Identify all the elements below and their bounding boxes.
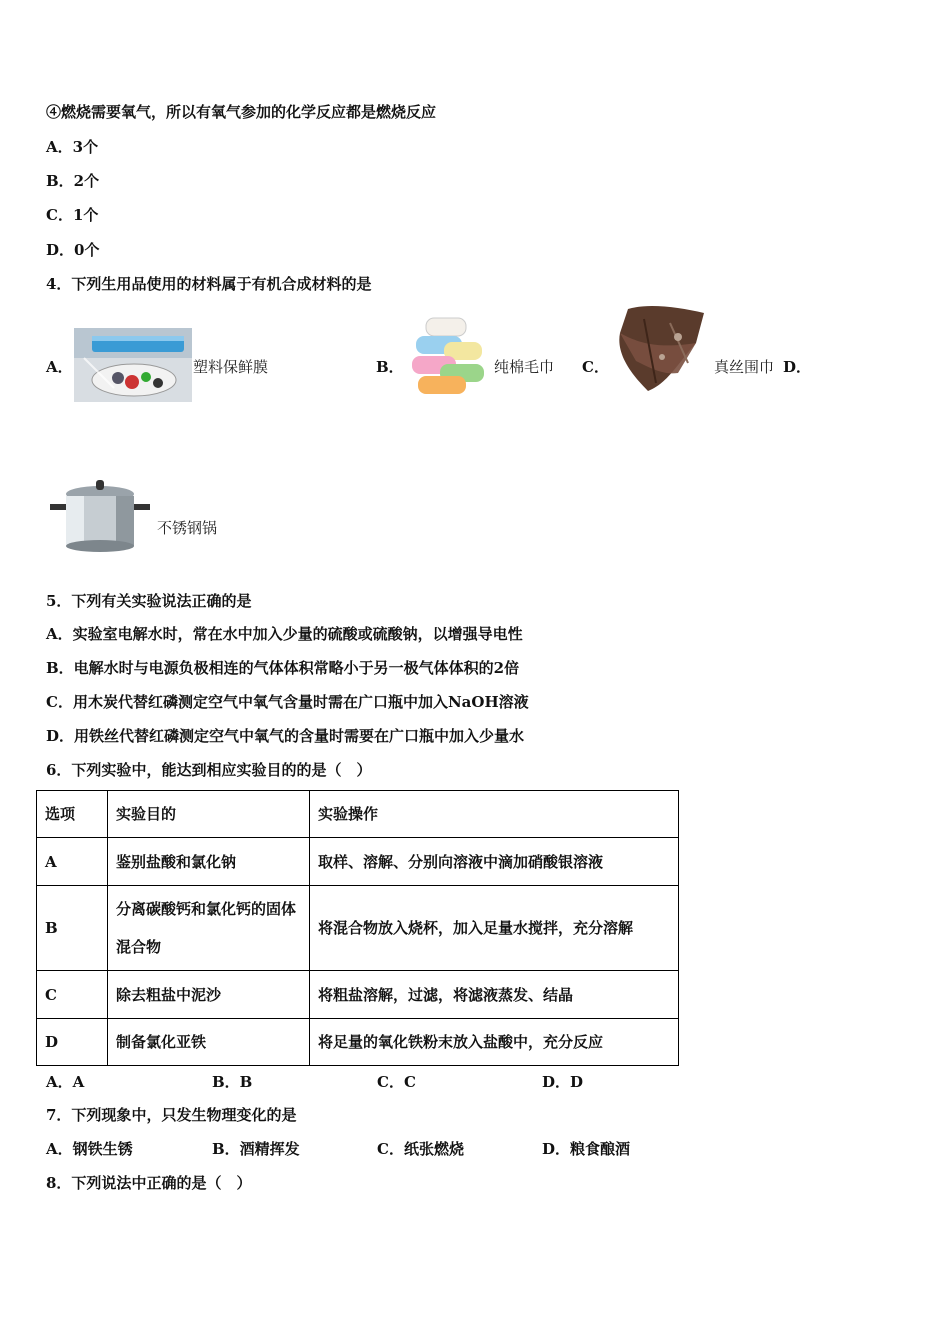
q7-option-a[interactable]: A．钢铁生锈 bbox=[46, 1140, 133, 1158]
table-cell: 除去粗盐中泥沙 bbox=[108, 971, 310, 1019]
q4-option-b-caption: 纯棉毛巾 bbox=[494, 358, 555, 376]
q4-option-d-caption: 不锈钢锅 bbox=[157, 519, 218, 537]
table-cell: B bbox=[37, 886, 108, 971]
cotton-towels-image bbox=[404, 312, 490, 400]
q5-stem: 5．下列有关实验说法正确的是 bbox=[46, 592, 252, 610]
q4-option-b-label[interactable]: B． bbox=[376, 358, 404, 376]
q6-option-d[interactable]: D．D bbox=[542, 1073, 584, 1091]
q4-option-a-caption: 塑料保鲜膜 bbox=[193, 358, 269, 376]
q5-option-b[interactable]: B．电解水时与电源负极相连的气体体积常略小于另一极气体体积的2倍 bbox=[46, 659, 520, 677]
q8-stem: 8．下列说法中正确的是（ ） bbox=[46, 1174, 252, 1192]
table-cell: D bbox=[37, 1019, 108, 1066]
q4-option-d-label[interactable]: D． bbox=[783, 358, 812, 376]
q3-option-b[interactable]: B．2个 bbox=[46, 172, 100, 190]
q4-option-c-caption: 真丝围巾 bbox=[714, 358, 775, 376]
table-cell: C bbox=[37, 971, 108, 1019]
q7-option-d[interactable]: D．粮食酿酒 bbox=[542, 1140, 631, 1158]
q3-item4: ④燃烧需要氧气，所以有氧气参加的化学反应都是燃烧反应 bbox=[46, 103, 437, 121]
q4-option-c-label[interactable]: C． bbox=[582, 358, 609, 376]
table-cell: 取样、溶解、分别向溶液中滴加硝酸银溶液 bbox=[310, 838, 679, 886]
plastic-wrap-image bbox=[74, 328, 192, 402]
table-header-row bbox=[37, 791, 679, 838]
q7-option-b[interactable]: B．酒精挥发 bbox=[212, 1140, 300, 1158]
q7-stem: 7．下列现象中，只发生物理变化的是 bbox=[46, 1106, 297, 1124]
q4-stem: 4．下列生用品使用的材料属于有机合成材料的是 bbox=[46, 275, 372, 293]
table-cell: 分离碳酸钙和氯化钙的固体混合物 bbox=[108, 886, 310, 971]
q3-option-a[interactable]: A．3个 bbox=[46, 138, 99, 156]
table-cell: 制备氯化亚铁 bbox=[108, 1019, 310, 1066]
table-header-cell: 实验操作 bbox=[310, 791, 679, 838]
q5-option-a[interactable]: A．实验室电解水时，常在水中加入少量的硫酸或硫酸钠，以增强导电性 bbox=[46, 625, 523, 643]
table-header-cell: 实验目的 bbox=[108, 791, 310, 838]
table-cell: A bbox=[37, 838, 108, 886]
q3-option-c[interactable]: C．1个 bbox=[46, 206, 99, 224]
table-cell: 鉴别盐酸和氯化钠 bbox=[108, 838, 310, 886]
q6-table bbox=[36, 790, 679, 1066]
q6-option-b[interactable]: B．B bbox=[212, 1073, 253, 1091]
silk-scarf-image bbox=[608, 303, 712, 395]
q7-option-c[interactable]: C．纸张燃烧 bbox=[377, 1140, 464, 1158]
table-cell: 将混合物放入烧杯，加入足量水搅拌，充分溶解 bbox=[310, 886, 679, 971]
table-row bbox=[37, 971, 679, 1019]
table-row bbox=[37, 1019, 679, 1066]
table-row bbox=[37, 838, 679, 886]
table-cell: 将粗盐溶解，过滤，将滤液蒸发、结晶 bbox=[310, 971, 679, 1019]
table-row bbox=[37, 886, 679, 971]
q4-option-a-label[interactable]: A． bbox=[46, 358, 73, 376]
stainless-pot-image bbox=[46, 478, 154, 554]
table-cell: 将足量的氧化铁粉末放入盐酸中，充分反应 bbox=[310, 1019, 679, 1066]
table-header-cell: 选项 bbox=[37, 791, 108, 838]
q5-option-d[interactable]: D．用铁丝代替红磷测定空气中氧气的含量时需要在广口瓶中加入少量水 bbox=[46, 727, 525, 745]
q6-option-a[interactable]: A．A bbox=[46, 1073, 85, 1091]
q6-option-c[interactable]: C．C bbox=[377, 1073, 416, 1091]
q5-option-c[interactable]: C．用木炭代替红磷测定空气中氧气含量时需在广口瓶中加入NaOH溶液 bbox=[46, 693, 529, 711]
q3-option-d[interactable]: D．0个 bbox=[46, 241, 100, 259]
q6-stem: 6．下列实验中，能达到相应实验目的的是（ ） bbox=[46, 761, 372, 779]
